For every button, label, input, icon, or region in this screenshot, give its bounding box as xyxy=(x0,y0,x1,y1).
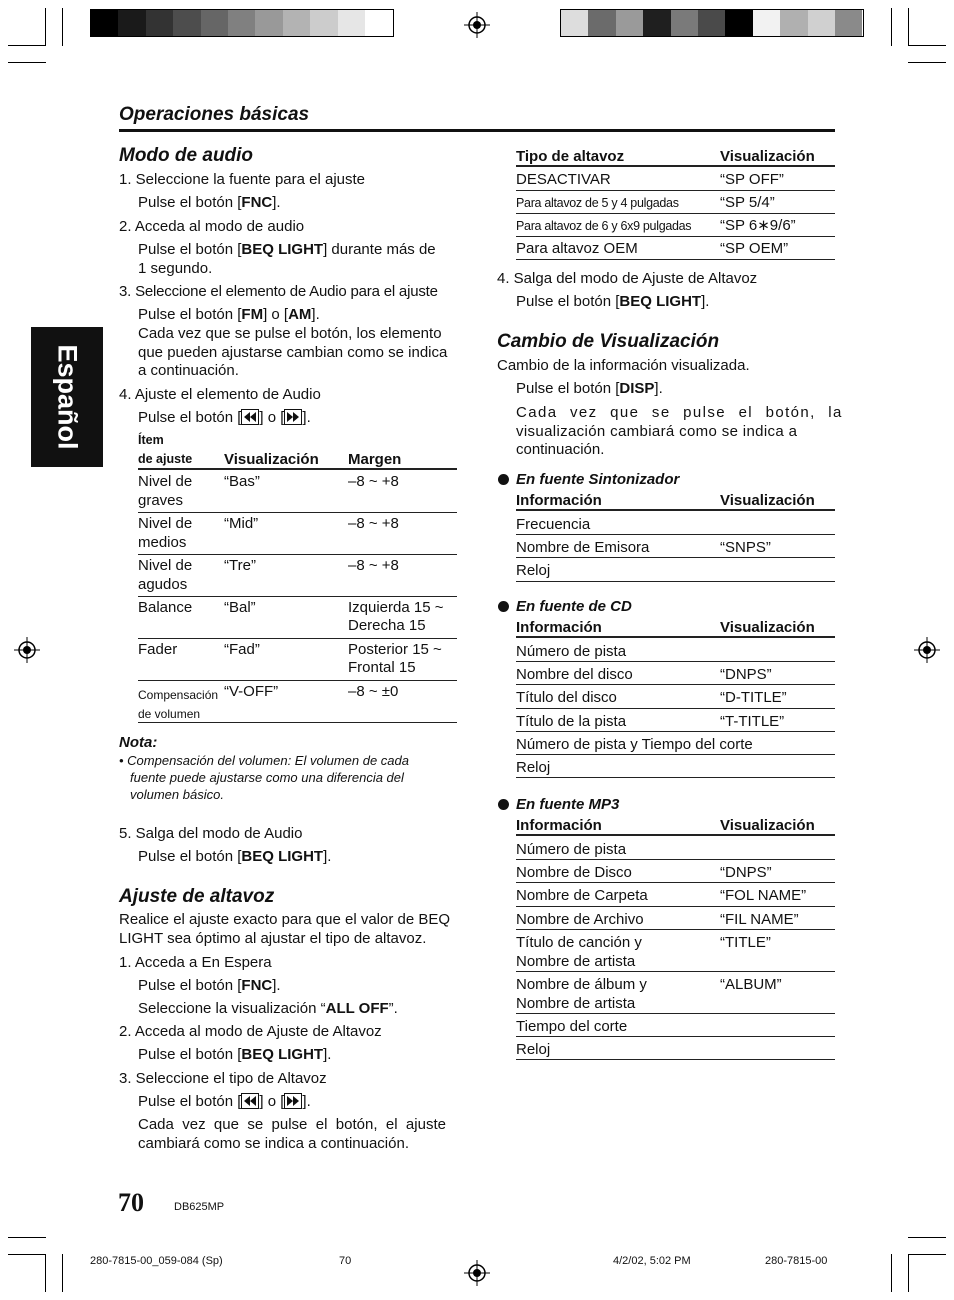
table-cell-speaker-type: Para altavoz de 5 y 4 pulgadas xyxy=(516,196,679,210)
source-heading: En fuente MP3 xyxy=(516,796,620,813)
audio-step-3: 3. Seleccione el elemento de Audio para el ajuste xyxy=(119,283,438,300)
color-swatch xyxy=(780,10,807,36)
table-divider xyxy=(516,636,835,638)
speaker-step-3-action: Pulse el botón [ ] o [ ]. xyxy=(138,1093,311,1110)
table-cell-information: Frecuencia xyxy=(516,516,591,533)
table-header-item: de ajuste xyxy=(138,452,193,466)
speaker-step-4-action: Pulse el botón [BEQ LIGHT]. xyxy=(516,293,710,310)
table-header-information: Información xyxy=(516,619,602,636)
color-swatch xyxy=(310,10,337,36)
color-swatch xyxy=(146,10,173,36)
color-swatch xyxy=(671,10,698,36)
table-row-divider xyxy=(516,190,835,191)
forward-key-icon xyxy=(284,1093,302,1109)
table-cell-information: Reloj xyxy=(516,562,551,580)
color-calibration-bar xyxy=(90,9,394,37)
table-divider xyxy=(138,468,457,470)
color-swatch xyxy=(561,10,588,36)
table-cell-information: Reloj xyxy=(516,1041,551,1058)
table-cell-range: –8 ~ +8 xyxy=(348,473,399,490)
table-header-visualization: Visualización xyxy=(224,451,319,468)
table-cell-visualization: “Fad” xyxy=(224,641,260,658)
table-row-divider xyxy=(138,638,457,639)
speaker-intro: Realice el ajuste exacto para que el valor de BEQ xyxy=(119,911,451,928)
table-cell-information: Nombre de álbum y xyxy=(516,975,647,993)
table-row-divider xyxy=(516,754,835,755)
table-cell-information: Nombre de Emisora xyxy=(516,539,650,557)
crop-mark xyxy=(908,1254,946,1255)
footer-page: 70 xyxy=(339,1255,352,1267)
note-text: volumen básico. xyxy=(130,787,224,802)
color-swatch xyxy=(588,10,615,36)
display-desc: Cada vez que se pulse el botón, la xyxy=(516,404,843,421)
table-cell-item: de volumen xyxy=(138,707,201,721)
audio-step-2: 2. Acceda al modo de audio xyxy=(119,218,305,235)
table-cell-item: agudos xyxy=(138,576,188,593)
table-cell-range: Derecha 15 xyxy=(348,617,426,634)
table-row-divider xyxy=(516,236,835,237)
color-swatch xyxy=(835,10,862,36)
audio-step-5: 5. Salga del modo de Audio xyxy=(119,825,303,842)
color-swatch xyxy=(338,10,365,36)
speaker-intro: LIGHT sea óptimo al ajustar el tipo de altavoz. xyxy=(119,930,427,947)
speaker-step-1: 1. Acceda a En Espera xyxy=(119,954,272,971)
table-cell-speaker-type: Para altavoz de 6 y 6x9 pulgadas xyxy=(516,219,692,233)
table-row-divider xyxy=(516,1013,835,1014)
table-cell-visualization: “ALBUM” xyxy=(720,975,782,993)
crop-mark xyxy=(62,1254,63,1292)
table-row-divider xyxy=(516,731,835,732)
page-number: 70 xyxy=(118,1188,144,1217)
color-swatch xyxy=(201,10,228,36)
table-cell-range: Izquierda 15 ~ xyxy=(348,599,444,616)
table-header-visualization: Visualización xyxy=(720,619,815,636)
audio-step-4: 4. Ajuste el elemento de Audio xyxy=(119,386,321,403)
table-cell-visualization: “FIL NAME” xyxy=(720,910,799,928)
speaker-step-3-desc: Cada vez que se pulse el botón, el ajuste xyxy=(138,1116,446,1133)
table-cell-item: Compensación xyxy=(138,688,219,702)
source-heading: En fuente de CD xyxy=(516,598,632,615)
table-row-divider xyxy=(516,1059,835,1060)
rewind-key-icon xyxy=(241,1093,259,1109)
color-calibration-bar xyxy=(560,9,864,37)
table-header-visualization: Visualización xyxy=(720,148,815,165)
crop-mark xyxy=(45,1254,46,1292)
speaker-step-2-action: Pulse el botón [BEQ LIGHT]. xyxy=(138,1046,332,1063)
color-swatch xyxy=(698,10,725,36)
speaker-heading: Ajuste de altavoz xyxy=(119,886,275,907)
table-row-divider xyxy=(516,534,835,535)
table-cell-information: Título de la pista xyxy=(516,712,627,730)
table-cell-visualization: “SP OFF” xyxy=(720,171,784,188)
table-divider xyxy=(516,834,835,836)
table-cell-visualization: “Bal” xyxy=(224,599,256,616)
crop-mark xyxy=(908,1254,909,1292)
note-title: Nota: xyxy=(119,734,158,751)
crop-mark xyxy=(8,1237,46,1238)
audio-step-3-desc: a continuación. xyxy=(138,362,239,379)
registration-mark-icon xyxy=(914,637,940,663)
source-heading: En fuente Sintonizador xyxy=(516,471,680,488)
color-swatch xyxy=(365,10,392,36)
table-row-divider xyxy=(138,554,457,555)
table-cell-information: Nombre de Archivo xyxy=(516,910,644,928)
table-cell-visualization: “SP OEM” xyxy=(720,240,789,257)
table-cell-visualization: “Bas” xyxy=(224,473,260,490)
forward-key-icon xyxy=(284,409,302,425)
table-row-divider xyxy=(516,882,835,883)
table-row-divider xyxy=(516,259,835,260)
header-rule xyxy=(119,129,835,132)
language-tab xyxy=(31,327,103,467)
note-text: fuente puede ajustarse como una diferencia del xyxy=(130,770,404,785)
table-cell-information: Número de pista y Tiempo del corte xyxy=(516,735,753,753)
crop-mark xyxy=(891,1254,892,1292)
table-cell-visualization: “FOL NAME” xyxy=(720,887,807,905)
speaker-step-3: 3. Seleccione el tipo de Altavoz xyxy=(119,1070,327,1087)
table-row-divider xyxy=(516,929,835,930)
crop-mark xyxy=(908,1237,946,1238)
bullet-icon xyxy=(498,474,509,485)
table-row-divider xyxy=(516,906,835,907)
table-cell-range: –8 ~ +8 xyxy=(348,557,399,574)
table-row-divider xyxy=(516,557,835,558)
table-cell-range: –8 ~ +8 xyxy=(348,515,399,532)
registration-mark-icon xyxy=(464,1260,490,1286)
audio-step-2-action: Pulse el botón [BEQ LIGHT] durante más de xyxy=(138,241,436,258)
table-cell-item: Nivel de xyxy=(138,515,193,532)
audio-step-1-action: Pulse el botón [FNC]. xyxy=(138,194,281,211)
table-cell-item: Nivel de xyxy=(138,557,193,574)
color-swatch xyxy=(643,10,670,36)
color-swatch xyxy=(808,10,835,36)
table-row-divider xyxy=(138,596,457,597)
table-cell-item: medios xyxy=(138,534,187,551)
table-row-divider xyxy=(516,971,835,972)
color-swatch xyxy=(616,10,643,36)
table-cell-range: Posterior 15 ~ xyxy=(348,641,442,658)
display-desc: continuación. xyxy=(516,441,605,458)
rewind-key-icon xyxy=(241,409,259,425)
table-row-divider xyxy=(516,213,835,214)
display-action: Pulse el botón [DISP]. xyxy=(516,380,663,397)
table-cell-item: Balance xyxy=(138,599,193,616)
audio-mode-heading: Modo de audio xyxy=(119,145,254,166)
color-swatch xyxy=(725,10,752,36)
footer-file: 280-7815-00_059-084 (Sp) xyxy=(90,1255,223,1267)
table-cell-visualization: “SNPS” xyxy=(720,539,771,557)
table-row-divider xyxy=(516,581,835,582)
audio-step-3-desc: Cada vez que se pulse el botón, los elemento xyxy=(138,325,442,342)
table-cell-visualization: “TITLE” xyxy=(720,933,771,951)
table-cell-visualization: “Tre” xyxy=(224,557,256,574)
color-swatch xyxy=(255,10,282,36)
table-cell-information: Reloj xyxy=(516,759,551,776)
audio-step-4-action: Pulse el botón [ ] o [ ]. xyxy=(138,409,311,426)
table-cell-item: graves xyxy=(138,492,184,509)
table-cell-information: Nombre de artista xyxy=(516,952,636,970)
color-swatch xyxy=(173,10,200,36)
table-row-divider xyxy=(138,680,457,681)
language-tab-label: Español xyxy=(52,344,83,450)
table-cell-item: Fader xyxy=(138,641,178,658)
note-text: • Compensación del volumen: El volumen de cada xyxy=(119,753,409,768)
crop-mark xyxy=(891,8,892,46)
bullet-icon xyxy=(498,799,509,810)
table-row-divider xyxy=(516,708,835,709)
model-code: DB625MP xyxy=(174,1201,225,1213)
speaker-step-4: 4. Salga del modo de Ajuste de Altavoz xyxy=(497,270,758,287)
table-divider xyxy=(516,509,835,511)
table-row-divider xyxy=(516,684,835,685)
crop-mark xyxy=(908,45,946,46)
table-cell-visualization: “D-TITLE” xyxy=(720,689,787,707)
crop-mark xyxy=(8,1254,46,1255)
crop-mark xyxy=(908,62,946,63)
table-row-divider xyxy=(138,722,457,723)
crop-mark xyxy=(8,45,46,46)
table-header-speaker-type: Tipo de altavoz xyxy=(516,148,625,165)
table-cell-information: Tiempo del corte xyxy=(516,1017,628,1035)
table-row-divider xyxy=(138,512,457,513)
bullet-icon xyxy=(498,601,509,612)
table-cell-range: –8 ~ ±0 xyxy=(348,683,399,700)
table-divider xyxy=(516,165,835,167)
table-header-information: Información xyxy=(516,817,602,834)
registration-mark-icon xyxy=(14,637,40,663)
table-cell-information: Nombre de Carpeta xyxy=(516,887,648,905)
table-cell-visualization: “Mid” xyxy=(224,515,259,532)
table-row-divider xyxy=(516,777,835,778)
table-cell-information: Número de pista xyxy=(516,643,627,660)
audio-step-3-action: Pulse el botón [FM] o [AM]. xyxy=(138,306,320,323)
table-cell-item: Nivel de xyxy=(138,473,193,490)
registration-mark-icon xyxy=(464,12,490,38)
table-cell-information: Título del disco xyxy=(516,689,617,707)
table-cell-information: Nombre de Disco xyxy=(516,864,632,882)
table-cell-information: Título de canción y xyxy=(516,933,642,951)
color-swatch xyxy=(753,10,780,36)
crop-mark xyxy=(62,8,63,46)
table-cell-speaker-type: Para altavoz OEM xyxy=(516,240,638,257)
table-header-item: Ítem xyxy=(138,433,164,447)
crop-mark xyxy=(908,8,909,46)
speaker-step-2: 2. Acceda al modo de Ajuste de Altavoz xyxy=(119,1023,382,1040)
table-cell-visualization: “DNPS” xyxy=(720,864,772,882)
table-cell-information: Nombre de artista xyxy=(516,994,636,1012)
footer-date: 4/2/02, 5:02 PM xyxy=(613,1255,691,1267)
table-cell-visualization: “SP 6∗9/6” xyxy=(720,217,796,234)
footer-code: 280-7815-00 xyxy=(765,1255,828,1267)
table-cell-information: Nombre del disco xyxy=(516,666,633,684)
table-row-divider xyxy=(516,859,835,860)
table-cell-range: Frontal 15 xyxy=(348,659,416,676)
table-header-visualization: Visualización xyxy=(720,817,815,834)
speaker-step-3-desc: cambiará como se indica a continuación. xyxy=(138,1135,409,1152)
table-cell-information: Número de pista xyxy=(516,841,627,858)
color-swatch xyxy=(228,10,255,36)
display-change-heading: Cambio de Visualización xyxy=(497,331,720,352)
table-row-divider xyxy=(516,1036,835,1037)
color-swatch xyxy=(91,10,118,36)
table-cell-visualization: “T-TITLE” xyxy=(720,712,785,730)
color-swatch xyxy=(283,10,310,36)
crop-mark xyxy=(8,62,46,63)
table-row-divider xyxy=(516,661,835,662)
table-cell-visualization: “V-OFF” xyxy=(224,683,279,700)
display-desc: visualización cambiará como se indica a xyxy=(516,423,798,440)
color-swatch xyxy=(118,10,145,36)
speaker-step-1-action: Pulse el botón [FNC]. xyxy=(138,977,281,994)
speaker-step-1-select: Seleccione la visualización “ALL OFF”. xyxy=(138,1000,398,1017)
audio-step-2-action-cont: 1 segundo. xyxy=(138,260,213,277)
table-header-visualization: Visualización xyxy=(720,492,815,509)
audio-step-5-action: Pulse el botón [BEQ LIGHT]. xyxy=(138,848,332,865)
section-title: Operaciones básicas xyxy=(119,104,310,125)
table-cell-visualization: “SP 5/4” xyxy=(720,194,775,211)
audio-step-3-desc: que pueden ajustarse cambian como se indica xyxy=(138,344,448,361)
table-header-information: Información xyxy=(516,492,602,509)
table-cell-visualization: “DNPS” xyxy=(720,666,772,684)
audio-step-1: 1. Seleccione la fuente para el ajuste xyxy=(119,171,365,188)
table-cell-speaker-type: DESACTIVAR xyxy=(516,171,611,188)
table-header-range: Margen xyxy=(348,451,402,468)
crop-mark xyxy=(45,8,46,46)
display-intro: Cambio de la información visualizada. xyxy=(497,357,750,374)
